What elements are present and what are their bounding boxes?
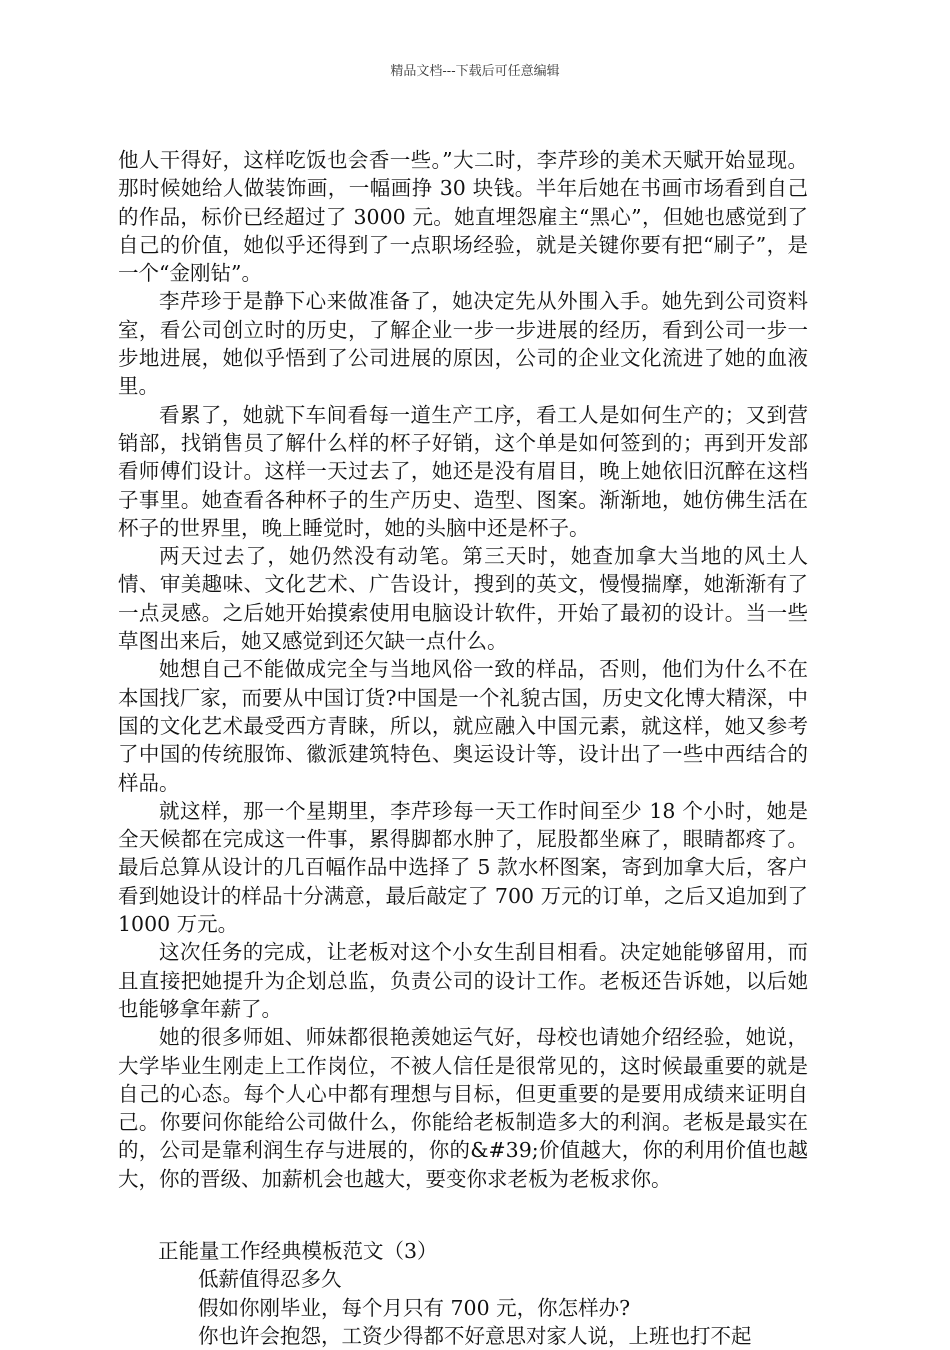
paragraph-2: 李芹珍于是静下心来做准备了，她决定先从外围入手。她先到公司资料室，看公司创立时的历史，了解企业一步一步进展的经历，看到公司一步一步地进展，她似乎悟到了公司进展的原因，公司的企业文化流进了她的血液里。 bbox=[118, 289, 808, 399]
paragraph-1: 他人干得好，这样吃饭也会香一些。”大二时，李芹珍的美术天赋开始显现。那时候她给人做装饰画，一幅画挣 30 块钱。半年后她在书画市场看到自己的作品，标价已经超过了 3000 元。她直埋怨雇主“黑心”，但她也感觉到了自己的价值，她似乎还得到了一点职场经验，就是关键你要有把“刷子”，是一个“金刚钻”。 bbox=[118, 148, 808, 286]
section-title: 正能量工作经典模板范文（3） bbox=[158, 1238, 438, 1263]
page-header: 精品文档---下载后可任意编辑 bbox=[390, 64, 560, 79]
section-line-1: 假如你刚毕业，每个月只有 700 元，你怎样办? bbox=[198, 1295, 631, 1320]
paragraph-4: 两天过去了，她仍然没有动笔。第三天时，她查加拿大当地的风土人情、审美趣味、文化艺术、广告设计，搜到的英文，慢慢揣摩，她渐渐有了一点灵感。之后她开始摸索使用电脑设计软件，开始了最初的设计。当一些草图出来后，她又感觉到还欠缺一点什么。 bbox=[118, 544, 808, 654]
paragraph-6: 就这样，那一个星期里，李芹珍每一天工作时间至少 18 个小时，她是全天候都在完成这一件事，累得脚都水肿了，屁股都坐麻了，眼睛都疼了。最后总算从设计的几百幅作品中选择了 5 款水杯图案，寄到加拿大后，客户看到她设计的样品十分满意，最后敲定了 700 万元的订单，之后又追加到了 1000 万元。 bbox=[118, 798, 808, 937]
paragraph-7: 这次任务的完成，让老板对这个小女生刮目相看。决定她能够留用，而且直接把她提升为企划总监，负责公司的设计工作。老板还告诉她，以后她也能够拿年薪了。 bbox=[118, 940, 808, 1021]
paragraph-5: 她想自己不能做成完全与当地风俗一致的样品，否则，他们为什么不在本国找厂家，而要从中国订货?中国是一个礼貌古国，历史文化博大精深，中国的文化艺术最受西方青睐，所以，就应融入中国元素，就这样，她又参考了中国的传统服饰、徽派建筑特色、奥运设计等，设计出了一些中西结合的样品。 bbox=[118, 657, 808, 795]
section-subtitle: 低薪值得忍多久 bbox=[198, 1267, 342, 1292]
section-line-2: 你也许会抱怨，工资少得都不好意思对家人说，上班也打不起 bbox=[198, 1323, 752, 1348]
document-body bbox=[118, 146, 808, 1350]
paragraph-3: 看累了，她就下车间看每一道生产工序，看工人是如何生产的；又到营销部，找销售员了解什么样的杯子好销，这个单是如何签到的；再到开发部看师傅们设计。这样一天过去了，她还是没有眉目，晚上她依旧沉醉在这档子事里。她查看各种杯子的生产历史、造型、图案。渐渐地，她仿佛生活在杯子的世界里，晚上睡觉时，她的头脑中还是杯子。 bbox=[118, 402, 808, 540]
paragraph-8: 她的很多师姐、师妹都很艳羡她运气好，母校也请她介绍经验，她说，大学毕业生刚走上工作岗位，不被人信任是很常见的，这时候最重要的就是自己的心态。每个人心中都有理想与目标，但更重要的是要用成绩来证明自己。你要问你能给公司做什么，你能给老板制造多大的利润。老板是最实在的，公司是靠利润生存与进展的，你的&#39;价值越大，你的利用价值也越大，你的晋级、加薪机会也越大，要变你求老板为老板求你。 bbox=[118, 1025, 808, 1191]
